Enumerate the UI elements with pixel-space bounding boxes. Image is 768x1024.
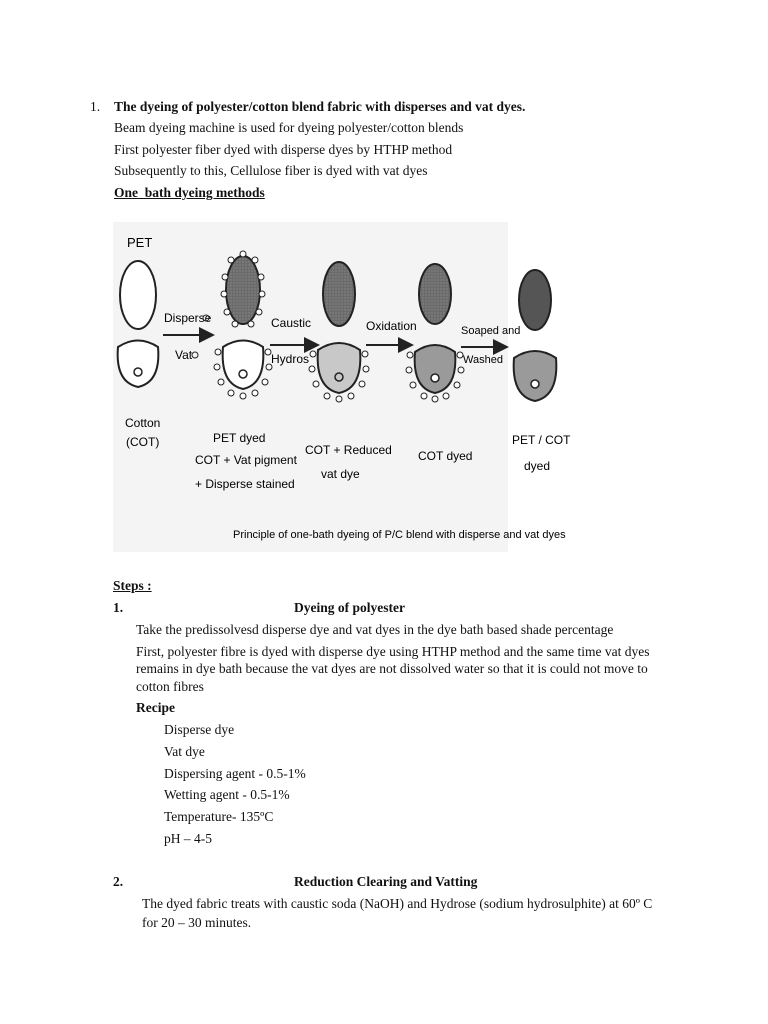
step1-title: Dyeing of polyester: [294, 600, 405, 615]
section-number: 1.: [90, 99, 101, 114]
pet-fiber: [120, 261, 156, 329]
recipe-item: Vat dye: [164, 744, 205, 759]
step1-paragraph: cotton fibres: [136, 679, 204, 694]
stage2-label-1: PET dyed: [213, 431, 266, 445]
arrow3-label: Oxidation: [366, 319, 417, 333]
stage5-label-2: dyed: [524, 459, 551, 473]
step1-paragraph: First, polyester fibre is dyed with disperse dye using HTHP method and the same time vat dyes: [136, 644, 650, 659]
recipe-item: Temperature- 135ºC: [164, 809, 274, 824]
recipe-item: Dispersing agent - 0.5-1%: [164, 766, 306, 781]
pet-dyed-fiber: [519, 270, 551, 330]
final-stage-figure: [500, 262, 570, 492]
stage4-label: COT dyed: [418, 449, 473, 463]
step2-paragraph: The dyed fabric treats with caustic soda (NaOH) and Hydrose (sodium hydrosulphite) at 60º C: [142, 896, 653, 911]
arrow1-label-bottom: Vat: [175, 348, 193, 362]
stage3-label-2: vat dye: [321, 467, 360, 481]
step2-number: 2.: [113, 874, 124, 889]
step1-paragraph: remains in dye bath because the vat dyes are not dissolved water so that it is could not move to: [136, 661, 648, 676]
section-title: The dyeing of polyester/cotton blend fabric with disperses and vat dyes.: [114, 99, 526, 114]
recipe-item: Wetting agent - 0.5-1%: [164, 787, 290, 802]
figure-caption: Principle of one-bath dyeing of P/C blend with disperse and vat dyes: [233, 529, 566, 541]
steps-heading: Steps :: [113, 578, 152, 593]
step1-number: 1.: [113, 600, 124, 615]
dyeing-process-figure: [113, 222, 566, 552]
text-line: Subsequently to this, Cellulose fiber is dyed with vat dyes: [114, 163, 428, 178]
text-line: First polyester fiber dyed with disperse dyes by HTHP method: [114, 142, 453, 157]
arrow2-label-bottom: Hydros: [271, 352, 310, 366]
stage2-label-2: COT + Vat pigment: [195, 453, 297, 467]
stage5-label-1: PET / COT: [512, 433, 571, 447]
cotton-label: Cotton: [125, 416, 161, 430]
text-line: Beam dyeing machine is used for dyeing polyester/cotton blends: [114, 120, 464, 135]
stage3-label-1: COT + Reduced: [305, 443, 392, 457]
arrow1-label-top: Disperse: [164, 311, 212, 325]
recipe-item: pH – 4-5: [164, 831, 212, 846]
cot-dyed-fiber: [514, 351, 557, 401]
step2-paragraph: for 20 – 30 minutes.: [142, 915, 252, 930]
step1-paragraph: Take the predissolvesd disperse dye and vat dyes in the dye bath based shade percentage: [136, 622, 614, 637]
arrow4-label-bottom: Washed: [463, 354, 503, 366]
arrow4-label-top: Soaped and: [461, 325, 521, 337]
stage2-label-3: + Disperse stained: [195, 477, 295, 491]
subheading: One bath dyeing methods: [114, 185, 265, 200]
recipe-item: Disperse dye: [164, 722, 235, 737]
step2-title: Reduction Clearing and Vatting: [294, 874, 478, 889]
cotton-label-abbr: (COT): [126, 435, 160, 449]
recipe-heading: Recipe: [136, 700, 175, 715]
pet-label: PET: [127, 235, 153, 250]
arrow2-label-top: Caustic: [271, 316, 312, 330]
